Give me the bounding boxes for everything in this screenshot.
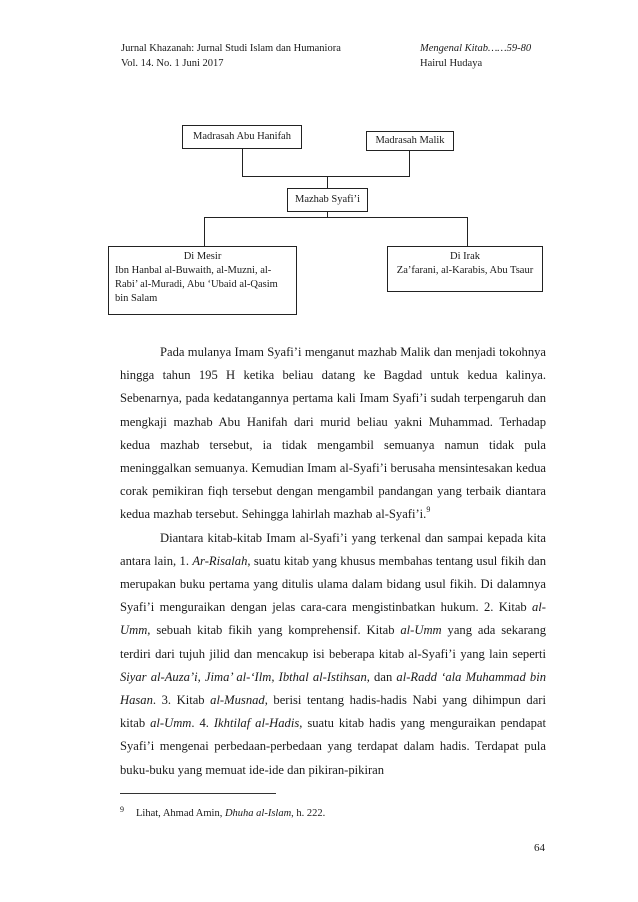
paragraph-1-text: Pada mulanya Imam Syafi’i menganut mazhab Malik dan menjadi tokohnya hingga tahun 195 H ketika beliau datang ke Bagdad untuk kedua kalinya. Sebenarnya, pada kedatangannya pertama kali Imam Syafi’i sudah terpengaruh dan mengkaji mazhab Abu Hanifah dari murid beliau yakni Muhammad. Terhadap kedua mazhab tersebut, ia tidak mengambil semuanya namun tidak pula meninggalkan semuanya. Kemudian Imam al-Syafi’i berusaha mensintesakan kedua corak pemikiran fiqh tersebut dengan mengambil pandangan yang terbaik diantara kedua mazhab tersebut. Sehingga lahirlah mazhab al-Syafi’i. bbox=[120, 345, 546, 522]
text-run: . 4. bbox=[191, 716, 214, 731]
box-mazhab-syafii: Mazhab Syafi’i bbox=[287, 188, 368, 212]
paragraph-2 bbox=[120, 527, 546, 782]
footnote-suffix: , h. 222. bbox=[291, 808, 326, 819]
text-run: , suatu kitab hadis yang menguraikan pendapat Syafi’i mengenai perbedaan-perbedaan yang terdapat dalam hadis. Terdapat pula buku-buku yang memuat ide-ide dan pikiran-pikiran bbox=[120, 716, 546, 777]
text-run: , sebuah kitab fikih yang komprehensif. Kitab bbox=[147, 623, 401, 638]
mesir-title: Di Mesir bbox=[183, 251, 222, 262]
box-madrasah-malik: Madrasah Malik bbox=[366, 131, 454, 151]
book-title: al-Radd ‘ala Muhammad bin Hasan bbox=[120, 669, 546, 708]
book-title: Ikhtilaf al-Hadis bbox=[213, 716, 300, 731]
journal-title: Jurnal Khazanah: Jurnal Studi Islam dan Humaniora bbox=[121, 43, 341, 54]
mesir-line: bin Salam bbox=[115, 293, 158, 304]
page-number: 64 bbox=[534, 842, 545, 854]
connector-malik-down bbox=[409, 151, 410, 176]
box-madrasah-abu-hanifah: Madrasah Abu Hanifah bbox=[182, 125, 302, 149]
text-run: . 3. Kitab bbox=[152, 693, 211, 708]
footnote-number: 9 bbox=[120, 805, 124, 814]
connector-to-mesir bbox=[204, 217, 205, 246]
article-author: Hairul Hudaya bbox=[420, 58, 483, 69]
paragraph-1 bbox=[120, 341, 546, 527]
footnote-prefix: Lihat, Ahmad Amin, bbox=[136, 808, 225, 819]
mesir-line: Rabi’ al-Muradi, Abu ‘Ubaid al-Qasim bbox=[115, 279, 278, 290]
book-title: Siyar al-Auza’i, Jima’ al-‘Ilm, Ibthal al-Istihsan bbox=[120, 669, 367, 684]
text-run: yang ada sekarang terdiri dari tujuh jilid dan mencakup isi beberapa kitab al-Syafi’i yang lain seperti bbox=[120, 623, 546, 661]
footnote-title: Dhuha al-Islam bbox=[224, 808, 292, 819]
text-run: , berisi tentang hadis-hadis Nabi yang dihimpun dari kitab bbox=[120, 693, 546, 731]
irak-title: Di Irak bbox=[449, 251, 481, 262]
book-title: al-Umm bbox=[400, 623, 442, 638]
box-di-mesir bbox=[108, 246, 297, 315]
text-run: , suatu kitab yang khusus membahas tentang usul fikih dan merupakan buku pertama yang ditulis ulama dalam bidang usul fikih. Di dalamnya Syafi’i menguraikan dengan jelas cara-cara mengistinbatkan hukum. 2. Kitab bbox=[120, 553, 546, 615]
book-title: al-Umm bbox=[150, 716, 192, 731]
journal-volume: Vol. 14. No. 1 Juni 2017 bbox=[121, 58, 224, 69]
book-title: al-Musnad bbox=[210, 693, 265, 708]
connector-top-horizontal bbox=[242, 176, 410, 177]
box-di-irak bbox=[387, 246, 543, 292]
book-title: Ar-Risalah bbox=[192, 553, 248, 568]
article-title: Mengenal Kitab……59-80 bbox=[420, 43, 532, 54]
connector-bottom-horizontal bbox=[204, 217, 468, 218]
book-title: al-Umm bbox=[120, 600, 546, 638]
connector-to-irak bbox=[467, 217, 468, 246]
text-run: Diantara kitab-kitab Imam al-Syafi’i yang terkenal dan sampai kepada kita antara lain, 1. bbox=[120, 530, 546, 568]
body-text bbox=[120, 341, 546, 782]
irak-line: Za’farani, al-Karabis, Abu Tsaur bbox=[396, 265, 534, 276]
mazhab-lineage-diagram bbox=[0, 0, 638, 330]
footnote bbox=[120, 803, 325, 821]
mesir-line: Ibn Hanbal al-Buwaith, al-Muzni, al- bbox=[115, 265, 272, 276]
footnote-ref: 9 bbox=[426, 505, 431, 515]
footnote-divider bbox=[120, 793, 276, 794]
connector-to-mazhab bbox=[327, 176, 328, 188]
connector-hanifah-down bbox=[242, 149, 243, 176]
text-run: , dan bbox=[366, 669, 397, 684]
